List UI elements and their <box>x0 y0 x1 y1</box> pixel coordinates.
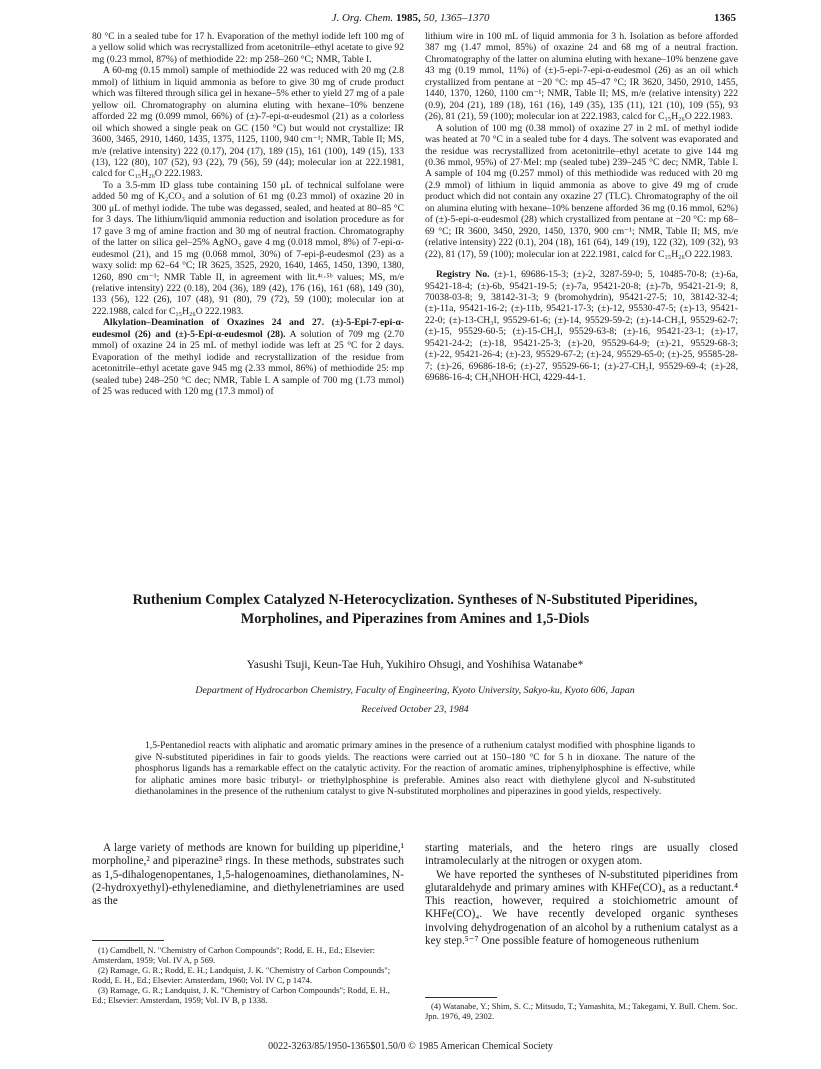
footnote: (2) Ramage, G. R.; Rodd, E. H.; Landquist, J. K. "Chemistry of Carbon Compounds"; Rodd, E. H., Ed.; Elsevier: Amsterdam, 1960; Vol. IV C, p 1474. <box>92 965 391 985</box>
paragraph <box>92 317 404 397</box>
registry-numbers <box>425 269 738 384</box>
footnote-divider <box>425 997 497 998</box>
paragraph: starting materials, and the hetero rings are usually closed intramolecularly at the nitrogen or oxygen atom. <box>425 842 738 868</box>
left-column <box>92 31 404 398</box>
registry-text: (±)-1, 69686-15-3; (±)-2, 3287-59-0; 5, 10485-70-8; (±)-6a, 95421-18-4; (±)-6b, 95421-19-5; (±)-7a, 95421-20-8; (±)-7b, 95421-21-9; 8, 70038-03-8; 9, 38142-31-3; 9 (bromohydrin), 95421-27-5; 10, 38142-32-4; (±)-11a, 95421-16-2; (±)-11b, 95421-17-3; (±)-12, 95530-47-5; (±)-13, 95421-22-0; (±)-13-CH₃I, 95529-61-6; (±)-14, 95529-59-2; (±)-14-CH₃I, 95529-62-7; (±)-15, 95529-60-5; (±)-15-CH₃I, 95529-63-8; (±)-16, 95421-23-1; (±)-17, 95421-24-2; (±)-18, 95421-25-3; (±)-20, 95529-64-9; (±)-21, 95529-68-3; (±)-22, 95421-26-4; (±)-23, 95529-67-2; (±)-24, 95529-65-0; (±)-25, 95585-28-7; (±)-26, 69686-18-6; (±)-27, 95529-66-1; (±)-27-CH₃I, 95529-69-4; (±)-28, 69686-16-4; CH₃NHOH·HCl, 4229-44-1. <box>425 269 738 384</box>
paragraph: We have reported the syntheses of N-substituted piperidines from glutaraldehyde and primary amines with KHFe(CO)₄ as a reductant.⁴ This reaction, however, required a stoichiometric amount of KHFe(CO)₄. We have recently developed organic syntheses involving dehydrogenation of an alcohol by a ruthenium catalyst as a key step.⁵⁻⁷ One possible feature of homogeneous ruthenium <box>425 868 738 948</box>
footnote: (1) Camdbell, N. "Chemistry of Carbon Compounds"; Rodd, E. H., Ed.; Elsevier: Amsterdam, 1959; Vol. IV A, p 569. <box>92 945 376 965</box>
article-authors: Yasushi Tsuji, Keun-Tae Huh, Yukihiro Ohsugi, and Yoshihisa Watanabe* <box>246 659 584 671</box>
introduction-right <box>425 842 738 948</box>
footnotes-left <box>92 945 404 1005</box>
introduction-left: A large variety of methods are known for building up piperidine,¹ morpholine,² and piperazine³ rings. In these methods, substrates such as 1,5-dihalogenopentanes, 1,5-halogenoamines, diethanolamines, N-(2-hydroxyethyl)-ethylenediamine, and diethylenetriamines are used as the <box>92 842 404 908</box>
footnote: (3) Ramage, G. R.; Landquist, J. K. "Chemistry of Carbon Compounds"; Rodd, E. H., Ed.; Elsevier: Amsterdam, 1959; Vol. IV B, p 1338. <box>92 985 390 1005</box>
paragraph: 80 °C in a sealed tube for 17 h. Evaporation of the methyl iodide left 100 mg of a yellow solid which was recrystallized from acetonitrile–ethyl acetate to give 92 mg (0.23 mmol, 87%) of methiodide 22: mp 258–260 °C; NMR, Table I. <box>92 31 404 65</box>
section-subheading: Alkylation–Deamination of Oxazines 24 and 27. (±)-5-Epi-7-epi-α-eudesmol (26) and (±)-5-Epi-α-eudesmol (28). <box>92 317 404 340</box>
footnote-divider <box>92 940 164 941</box>
right-column <box>425 31 738 384</box>
paragraph: To a 3.5-mm ID glass tube containing 150 μL of technical sulfolane were added 50 mg of K₂CO₃ and a solution of 61 mg (0.23 mmol) of oxazine 20 in 300 μL of methyl iodide. The tube was degassed, sealed, and heated at 80–85 °C for 3 days. The lithium/liquid ammonia reduction and isolation procedure as for 17 gave 3 mg of amine fraction and 30 mg of neutral fraction. Chromatography of the latter on silica gel–25% AgNO₃ gave 4 mg (0.018 mmol, 8%) of 7-epi-α-eudesmol (21), and 15 mg (0.068 mmol, 30%) of 7-epi-β-eudesmol (23) as a waxy solid: mp 62–64 °C; IR 3625, 3525, 2920, 1640, 1465, 1450, 1390, 1380, 1260, 890 cm⁻¹; NMR Table II, in agreement with lit.⁴ᶜ·⁵ᵇ values; MS, m/e (relative intensity) 222 (0.18), 204 (36), 189 (42), 176 (16), 161 (68), 149 (30), 133 (56), 122 (26), 107 (48), 91 (80), 79 (72), 59 (100); molecular ion at 222.1988, calcd for C₁₅H₂₆O 222.1983. <box>92 179 404 317</box>
page-number: 1365 <box>714 12 736 24</box>
author-affiliation: Department of Hydrocarbon Chemistry, Faculty of Engineering, Kyoto University, Sakyo-ku, Kyoto 606, Japan <box>195 685 635 696</box>
paragraph: A solution of 100 mg (0.38 mmol) of oxazine 27 in 2 mL of methyl iodide was heated at 70 °C in a sealed tube for 4 days. The solvent was evaporated and the residue was recrystallized from acetonitrile–ethyl acetate to give 144 mg (0.36 mmol, 95%) of 27·MeI: mp (sealed tube) 239–245 °C dec; NMR, Table I. A sample of 104 mg (0.257 mmol) of this methiodide was reduced with 20 mg (2.9 mmol) of lithium in liquid ammonia as above to give 49 mg of crude product which did not contain any oxazine 27 (TLC). Chromatography of the oil on alumina eluting with hexane–10% benzene afforded 36 mg (0.16 mmol, 62%) of (±)-5-epi-α-eudesmol (28) which crystallized from pentane at −20 °C: mp 68–69 °C; IR 3600, 3450, 2920, 1450, 1370, 900 cm⁻¹; NMR, Table II; MS, m/e (relative intensity) 222 (0.1), 204 (18), 161 (64), 149 (19), 122 (32), 109 (32), 93 (22), 81 (17), 59 (100); molecular ion at 222.1981, calcd for C₁₅H₂₆O 222.1983. <box>425 122 738 260</box>
page-footer: 0022-3263/85/1950-1365$01.50/0 © 1985 American Chemical Society <box>268 1041 553 1052</box>
paragraph: lithium wire in 100 mL of liquid ammonia for 3 h. Isolation as before afforded 387 mg (1.47 mmol, 85%) of oxazine 24 and 68 mg of a neutral fraction. Chromatography of the latter on alumina eluting with hexane–10% benzene gave 43 mg (0.19 mmol, 11%) of (±)-5-epi-7-epi-α-eudesmol (26) as an oil which crystallized from pentane at −20 °C: mp 45–47 °C; IR 3620, 3450, 2910, 1455, 1440, 1370, 1260, 1100 cm⁻¹; NMR, Table II; MS, m/e (relative intensity) 222 (0.9), 204 (21), 189 (18), 161 (16), 149 (35), 135 (11), 121 (10), 109 (55), 93 (26), 81 (21), 59 (100); molecular ion at 222.1983, calcd for C₁₅H₂₆O 222.1983. <box>425 31 738 123</box>
paragraph-text: A solution of 709 mg (2.70 mmol) of oxazine 24 in 25 mL of methyl iodide was left at 25 °C for 2 days. Evaporation of the methyl iodide and recrystallization of the residue from acetonitrile–ethyl acetate gave 945 mg (2.33 mmol, 86%) of methiodide 25: mp (sealed tube) 248–250 °C dec; NMR, Table I. A sample of 700 mg (1.73 mmol) of 25 was reduced with 120 mg (17.3 mmol) of <box>92 328 405 398</box>
journal-citation: J. Org. Chem. 1985, 50, 1365–1370 <box>331 12 490 24</box>
abstract: 1,5-Pentanediol reacts with aliphatic and aromatic primary amines in the presence of a ruthenium catalyst modified with phosphine ligands to give N-substituted piperidines in fair to goods yields. The reactions were carried out at 150–180 °C for 5 h in dioxane. The nature of the phosphorus ligands has a remarkable effect on the catalytic activity. For the reaction of aromatic amines, triphenylphosphine is effective, while for aliphatic amines more basic tributyl- or triethylphosphine is preferable. Amines also react with diethylene glycol and N-substituted diethanolamines in the presence of the ruthenium catalyst to give N-substituted morpholines and piperazines in good yields, respectively. <box>135 740 695 797</box>
footnote: (4) Watanabe, Y.; Shim, S. C.; Mitsudo, T.; Yamashita, M.; Takegami, Y. Bull. Chem. Soc. Jpn. 1976, 49, 2302. <box>425 1001 738 1021</box>
article-title: Ruthenium Complex Catalyzed N-Heterocyclization. Syntheses of N-Substituted Piperidines, Morpholines, and Piperazines from Amines and 1,5-Diols <box>132 592 698 627</box>
received-date: Received October 23, 1984 <box>361 704 469 715</box>
paragraph: A 60-mg (0.15 mmol) sample of methiodide 22 was reduced with 20 mg (2.8 mmol) of lithium in liquid ammonia as before to give 30 mg of crude product which was filtered through silica gel in hexane–5% ether to yield 27 mg of a pale yellow oil. Chromatography on alumina eluting with hexane–10% benzene afforded 22 mg (0.099 mmol, 66%) of (±)-7-epi-α-eudesmol (21) as a colorless oil which showed a single peak on GC (150 °C) but would not crystallize: IR 3600, 3465, 2910, 1460, 1435, 1375, 1125, 1100, 940 cm⁻¹; NMR, Table II; MS, m/e (relative intensity) 222 (0.17), 204 (17), 189 (15), 161 (100), 149 (15), 133 (13), 122 (80), 107 (52), 93 (22), 79 (56), 59 (44); molecular ion at 222.1981, calcd for C₁₅H₂₆O 222.1983. <box>92 65 404 180</box>
registry-label: Registry No. <box>436 269 490 281</box>
running-header <box>0 8 821 28</box>
